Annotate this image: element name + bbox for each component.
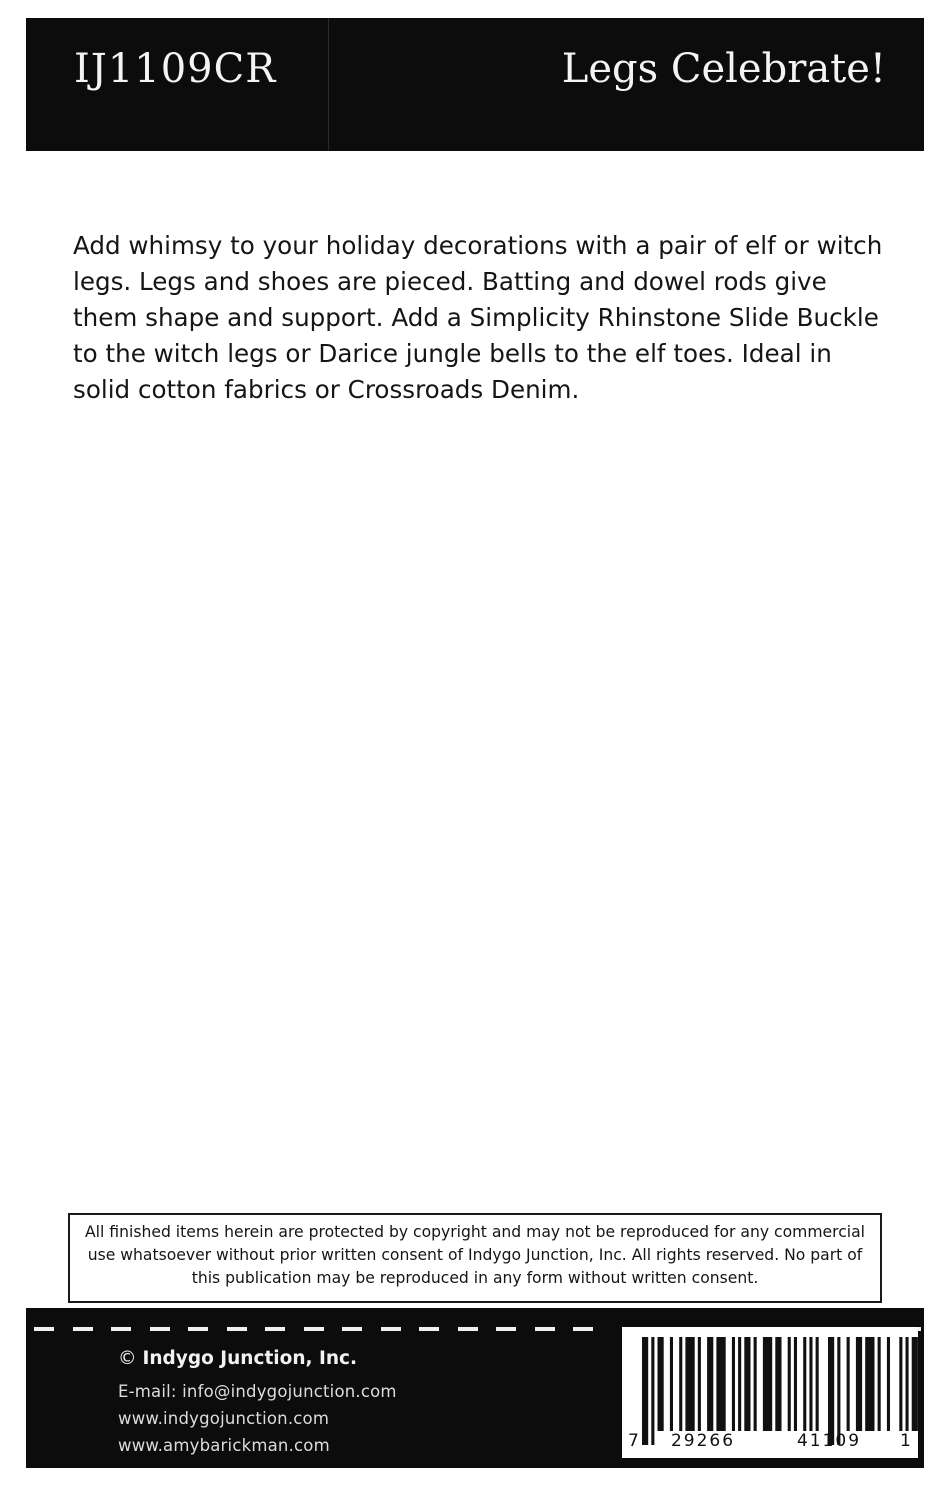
stitch-dash bbox=[188, 1327, 208, 1331]
footer-band bbox=[26, 1308, 924, 1468]
stitch-dash bbox=[265, 1327, 285, 1331]
barcode-bar bbox=[732, 1337, 735, 1431]
stitch-dash bbox=[111, 1327, 131, 1331]
stitch-dashes bbox=[34, 1327, 620, 1331]
barcode-box bbox=[622, 1327, 918, 1458]
pattern-code: IJ1109CR bbox=[74, 46, 277, 92]
website-link-amybarickman: www.amybarickman.com bbox=[118, 1436, 330, 1455]
stitch-dash bbox=[458, 1327, 478, 1331]
barcode-bar bbox=[865, 1337, 874, 1431]
barcode-bar bbox=[809, 1337, 812, 1431]
pattern-title: Legs Celebrate! bbox=[561, 46, 886, 92]
stitch-dash bbox=[419, 1327, 439, 1331]
stitch-dash bbox=[73, 1327, 93, 1331]
stitch-dash bbox=[496, 1327, 516, 1331]
copyright-notice: All finished items herein are protected by copyright and may not be reproduced for any commercial use whatsoever without prior written consent of Indygo Junction, Inc. All rights reserved. No part of this publication may be reproduced in any form without written consent. bbox=[85, 1223, 865, 1287]
barcode-bar bbox=[763, 1337, 772, 1431]
barcode-bar bbox=[788, 1337, 791, 1431]
barcode-bar bbox=[754, 1337, 757, 1431]
barcode-first-digit: 7 bbox=[628, 1431, 639, 1451]
barcode-bar bbox=[707, 1337, 713, 1431]
barcode-bar bbox=[738, 1337, 741, 1431]
fold-line bbox=[328, 18, 329, 151]
barcode-bar bbox=[887, 1337, 890, 1431]
barcode-bar bbox=[906, 1337, 909, 1431]
barcode-bar bbox=[658, 1337, 664, 1431]
barcode-left-group: 29266 bbox=[670, 1431, 736, 1451]
website-link-indygo: www.indygojunction.com bbox=[118, 1409, 330, 1428]
company-label: Indygo Junction, Inc. bbox=[142, 1348, 358, 1369]
barcode-bar bbox=[828, 1337, 834, 1445]
company-name bbox=[118, 1348, 357, 1369]
barcode-bar bbox=[816, 1337, 819, 1431]
barcode-bar bbox=[716, 1337, 725, 1431]
barcode-right-group: 41109 bbox=[796, 1431, 862, 1451]
barcode-bar bbox=[670, 1337, 673, 1431]
copyright-notice-box bbox=[68, 1213, 882, 1303]
barcode-bar bbox=[679, 1337, 682, 1431]
contact-email: E-mail: info@indygojunction.com bbox=[118, 1382, 397, 1401]
barcode-bar bbox=[794, 1337, 797, 1431]
stitch-dash bbox=[342, 1327, 362, 1331]
barcode-bar bbox=[685, 1337, 694, 1431]
barcode-bar bbox=[899, 1337, 902, 1431]
barcode-bar bbox=[775, 1337, 781, 1431]
stitch-dash bbox=[304, 1327, 324, 1331]
stitch-dash bbox=[535, 1327, 555, 1331]
barcode-bar bbox=[837, 1337, 840, 1445]
pattern-description: Add whimsy to your holiday decorations with a pair of elf or witch legs. Legs and shoes are pieced. Batting and dowel rods give them shape and support. Add a Simplicity Rhinstone Slide Buckle to the witch legs or Darice jungle bells to the elf toes. Ideal in solid cotton fabrics or Crossroads Denim. bbox=[73, 231, 883, 404]
header-band bbox=[26, 18, 924, 151]
stitch-dash bbox=[150, 1327, 170, 1331]
barcode-bar bbox=[642, 1337, 648, 1445]
barcode-bar bbox=[878, 1337, 881, 1431]
barcode-bar bbox=[698, 1337, 701, 1431]
barcode-bar bbox=[651, 1337, 654, 1445]
barcode-bar bbox=[856, 1337, 862, 1431]
barcode-check-digit: 1 bbox=[900, 1431, 911, 1451]
copyright-symbol: © bbox=[118, 1348, 137, 1369]
stitch-dash bbox=[227, 1327, 247, 1331]
stitch-dash bbox=[34, 1327, 54, 1331]
barcode-digits bbox=[622, 1431, 918, 1453]
stitch-dash bbox=[573, 1327, 593, 1331]
barcode-bar bbox=[912, 1337, 918, 1431]
barcode-bar bbox=[744, 1337, 750, 1431]
barcode-bar bbox=[847, 1337, 850, 1431]
stitch-dash bbox=[381, 1327, 401, 1331]
barcode-bar bbox=[803, 1337, 806, 1431]
